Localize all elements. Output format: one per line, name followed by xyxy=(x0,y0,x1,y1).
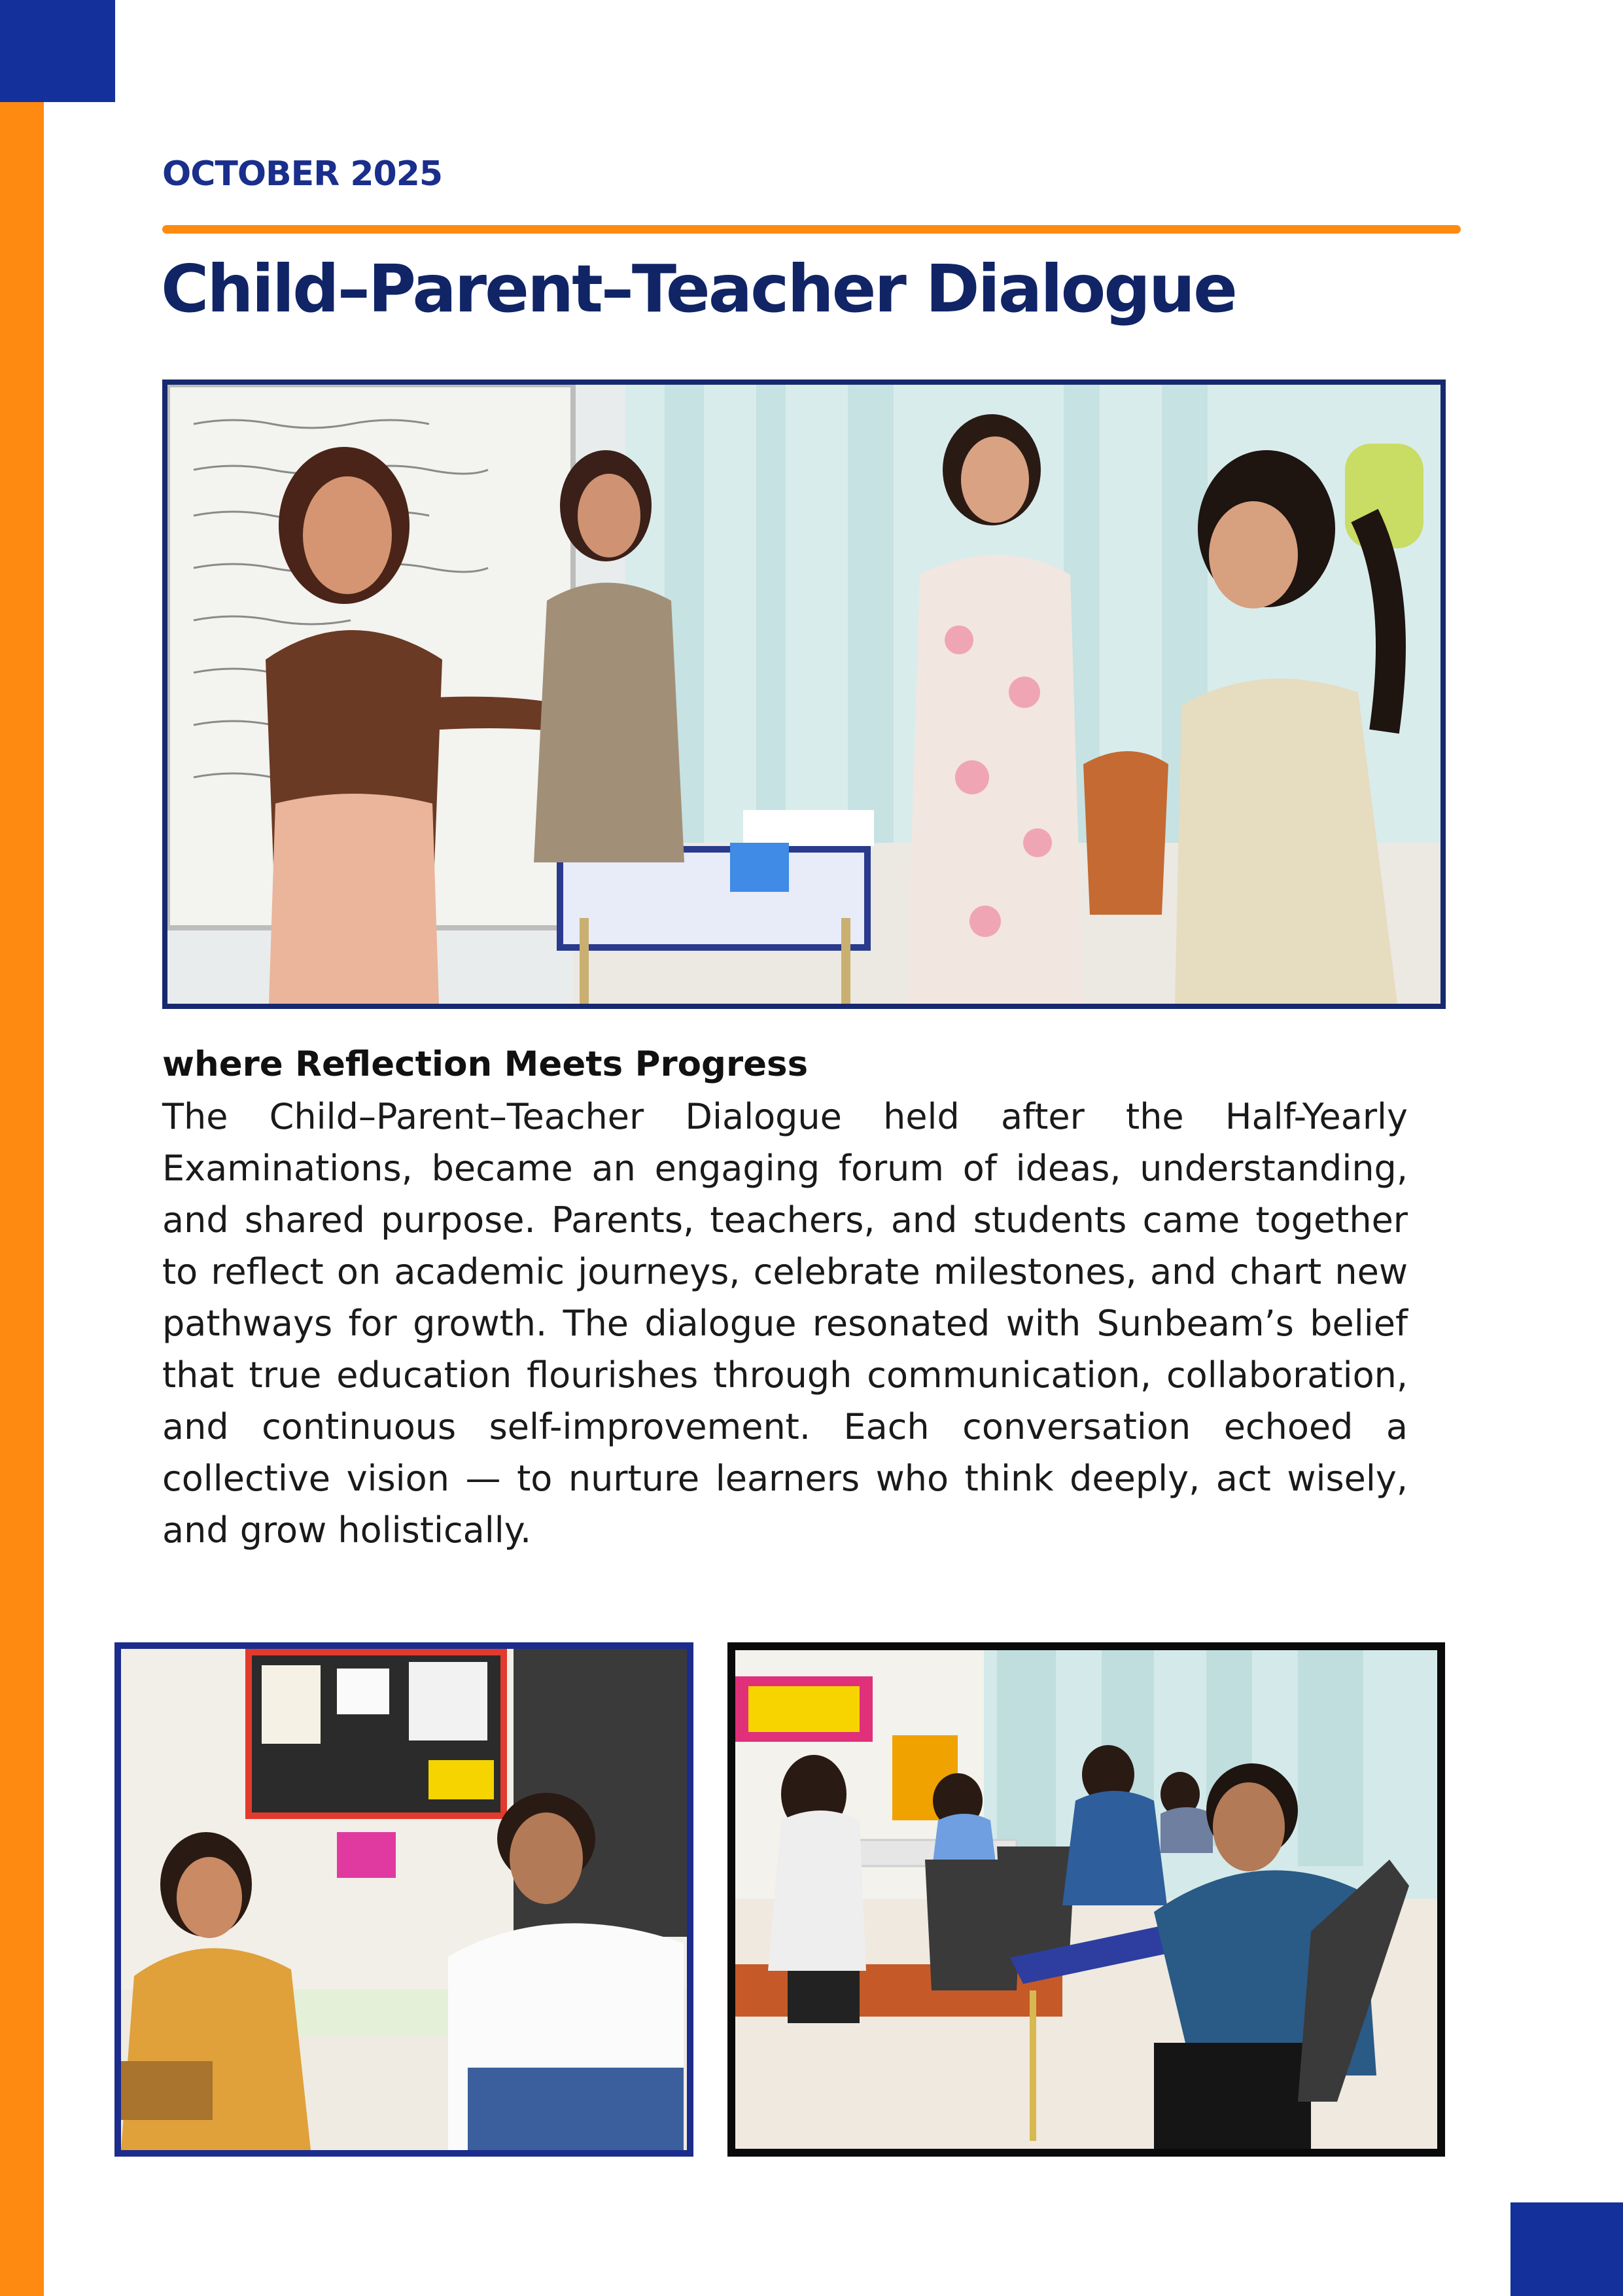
article-body: The Child–Parent–Teacher Dialogue held after the Half-Yearly Examinations, became an engaging forum of ideas, understanding, and shared purpose. Parents, teachers, and students came together to reflect on academic journeys, celebrate milestones, and chart new pathways for growth. The dialogue resonated with Sunbeam’s belief that true education flourishes through communication, collaboration, and continuous self-improvement. Each conversation echoed a collective vision — to nurture learners who think deeply, act wisely, and grow holistically. xyxy=(162,1096,1408,1551)
header-divider xyxy=(162,225,1461,234)
main-photo xyxy=(162,380,1446,1009)
left-accent-stripe xyxy=(0,0,44,2296)
article-subheading: where Reflection Meets Progress xyxy=(162,1044,809,1084)
bottom-corner-block xyxy=(1510,2202,1623,2296)
top-corner-block xyxy=(0,0,115,102)
issue-date: OCTOBER 2025 xyxy=(162,154,443,194)
page-title: Child–Parent–Teacher Dialogue xyxy=(161,251,1236,327)
classroom-meeting-photo xyxy=(727,1642,1445,2157)
teacher-parent-photo xyxy=(114,1642,693,2157)
